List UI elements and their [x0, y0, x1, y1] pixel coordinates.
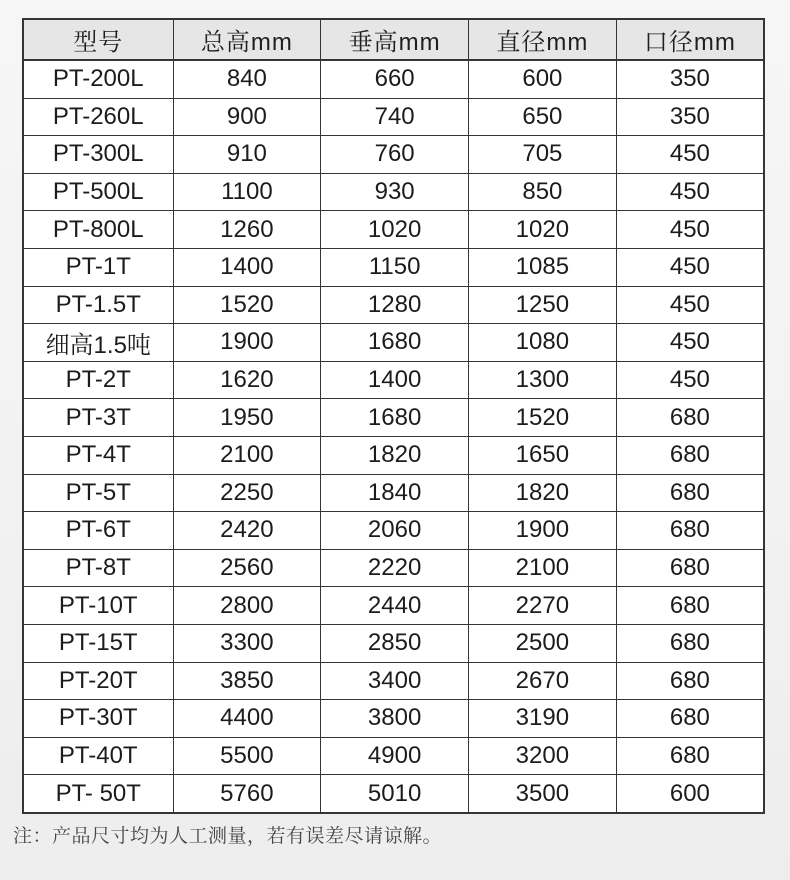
caliber-cell: 680: [616, 662, 764, 700]
diameter-cell: 1020: [469, 211, 617, 249]
model-cell: PT-4T: [23, 436, 173, 474]
model-cell: PT-500L: [23, 173, 173, 211]
table-row: [23, 60, 764, 98]
model-cell: PT-30T: [23, 700, 173, 738]
total-height-cell: 900: [173, 98, 321, 136]
caliber-cell: 680: [616, 512, 764, 550]
total-height-cell: 1260: [173, 211, 321, 249]
table-row: [23, 324, 764, 362]
total-height-cell: 2560: [173, 549, 321, 587]
diameter-cell: 650: [469, 98, 617, 136]
total-height-cell: 3300: [173, 624, 321, 662]
model-cell: PT-5T: [23, 474, 173, 512]
total-height-cell: 1400: [173, 248, 321, 286]
vertical-height-cell: 3800: [321, 700, 469, 738]
total-height-cell: 5500: [173, 737, 321, 775]
caliber-cell: 450: [616, 173, 764, 211]
caliber-cell: 450: [616, 136, 764, 174]
vertical-height-cell: 4900: [321, 737, 469, 775]
vertical-height-cell: 930: [321, 173, 469, 211]
vertical-height-cell: 2220: [321, 549, 469, 587]
model-cell: PT-300L: [23, 136, 173, 174]
total-height-cell: 2100: [173, 436, 321, 474]
diameter-cell: 600: [469, 60, 617, 98]
column-header-vertical-height-cell: 垂高mm: [321, 19, 469, 60]
vertical-height-cell: 1820: [321, 436, 469, 474]
vertical-height-cell: 1840: [321, 474, 469, 512]
vertical-height-cell: 760: [321, 136, 469, 174]
total-height-cell: 2420: [173, 512, 321, 550]
table-row: [23, 173, 764, 211]
model-cell: PT-40T: [23, 737, 173, 775]
model-cell: PT-8T: [23, 549, 173, 587]
vertical-height-cell: 2060: [321, 512, 469, 550]
caliber-cell: 450: [616, 211, 764, 249]
vertical-height-cell: 1400: [321, 361, 469, 399]
diameter-cell: 2500: [469, 624, 617, 662]
model-cell: PT-20T: [23, 662, 173, 700]
table-row: [23, 624, 764, 662]
caliber-cell: 680: [616, 700, 764, 738]
vertical-height-cell: 1680: [321, 324, 469, 362]
diameter-cell: 705: [469, 136, 617, 174]
diameter-cell: 1900: [469, 512, 617, 550]
table-row: [23, 512, 764, 550]
model-cell: PT-3T: [23, 399, 173, 437]
diameter-cell: 2100: [469, 549, 617, 587]
diameter-cell: 850: [469, 173, 617, 211]
caliber-cell: 680: [616, 549, 764, 587]
column-header-diameter-cell: 直径mm: [469, 19, 617, 60]
caliber-cell: 600: [616, 775, 764, 813]
total-height-cell: 2250: [173, 474, 321, 512]
model-cell: PT-200L: [23, 60, 173, 98]
table-row: [23, 662, 764, 700]
total-height-cell: 1950: [173, 399, 321, 437]
model-cell: PT-800L: [23, 211, 173, 249]
caliber-cell: 680: [616, 737, 764, 775]
total-height-cell: 2800: [173, 587, 321, 625]
model-cell: PT-2T: [23, 361, 173, 399]
table-row: [23, 549, 764, 587]
diameter-cell: 1250: [469, 286, 617, 324]
caliber-cell: 350: [616, 60, 764, 98]
vertical-height-cell: 3400: [321, 662, 469, 700]
model-cell: PT-260L: [23, 98, 173, 136]
diameter-cell: 2270: [469, 587, 617, 625]
model-cell: PT- 50T: [23, 775, 173, 813]
total-height-cell: 4400: [173, 700, 321, 738]
table-row: [23, 474, 764, 512]
total-height-cell: 840: [173, 60, 321, 98]
caliber-cell: 680: [616, 474, 764, 512]
model-cell: 细高1.5吨: [23, 324, 173, 362]
model-cell: PT-15T: [23, 624, 173, 662]
caliber-cell: 450: [616, 286, 764, 324]
total-height-cell: 910: [173, 136, 321, 174]
vertical-height-cell: 740: [321, 98, 469, 136]
table-row: [23, 361, 764, 399]
diameter-cell: 3200: [469, 737, 617, 775]
table-row: [23, 775, 764, 813]
table-row: [23, 587, 764, 625]
table-row: [23, 98, 764, 136]
vertical-height-cell: 660: [321, 60, 469, 98]
table-header: [23, 19, 764, 60]
total-height-cell: 5760: [173, 775, 321, 813]
diameter-cell: 1085: [469, 248, 617, 286]
model-cell: PT-10T: [23, 587, 173, 625]
caliber-cell: 450: [616, 361, 764, 399]
diameter-cell: 3190: [469, 700, 617, 738]
total-height-cell: 1520: [173, 286, 321, 324]
vertical-height-cell: 2850: [321, 624, 469, 662]
header-row: [23, 19, 764, 60]
vertical-height-cell: 5010: [321, 775, 469, 813]
total-height-cell: 1900: [173, 324, 321, 362]
model-cell: PT-1T: [23, 248, 173, 286]
product-spec-table: [22, 18, 765, 814]
caliber-cell: 450: [616, 324, 764, 362]
vertical-height-cell: 1150: [321, 248, 469, 286]
diameter-cell: 1650: [469, 436, 617, 474]
vertical-height-cell: 2440: [321, 587, 469, 625]
diameter-cell: 1820: [469, 474, 617, 512]
model-cell: PT-1.5T: [23, 286, 173, 324]
table-row: [23, 211, 764, 249]
caliber-cell: 680: [616, 624, 764, 662]
vertical-height-cell: 1680: [321, 399, 469, 437]
table-row: [23, 286, 764, 324]
table-row: [23, 436, 764, 474]
caliber-cell: 680: [616, 587, 764, 625]
vertical-height-cell: 1280: [321, 286, 469, 324]
total-height-cell: 1100: [173, 173, 321, 211]
model-cell: PT-6T: [23, 512, 173, 550]
table-body: [23, 60, 764, 813]
caliber-cell: 680: [616, 436, 764, 474]
caliber-cell: 450: [616, 248, 764, 286]
table-row: [23, 737, 764, 775]
note-text: 注：产品尺寸均为人工测量，若有误差尽请谅解。: [13, 826, 443, 847]
diameter-cell: 1080: [469, 324, 617, 362]
vertical-height-cell: 1020: [321, 211, 469, 249]
table-row: [23, 700, 764, 738]
table-row: [23, 399, 764, 437]
table-row: [23, 136, 764, 174]
total-height-cell: 1620: [173, 361, 321, 399]
column-header-model-cell: 型号: [23, 19, 173, 60]
diameter-cell: 1300: [469, 361, 617, 399]
caliber-cell: 350: [616, 98, 764, 136]
diameter-cell: 3500: [469, 775, 617, 813]
column-header-caliber-cell: 口径mm: [616, 19, 764, 60]
diameter-cell: 2670: [469, 662, 617, 700]
column-header-total-height-cell: 总高mm: [173, 19, 321, 60]
caliber-cell: 680: [616, 399, 764, 437]
table-row: [23, 248, 764, 286]
total-height-cell: 3850: [173, 662, 321, 700]
diameter-cell: 1520: [469, 399, 617, 437]
